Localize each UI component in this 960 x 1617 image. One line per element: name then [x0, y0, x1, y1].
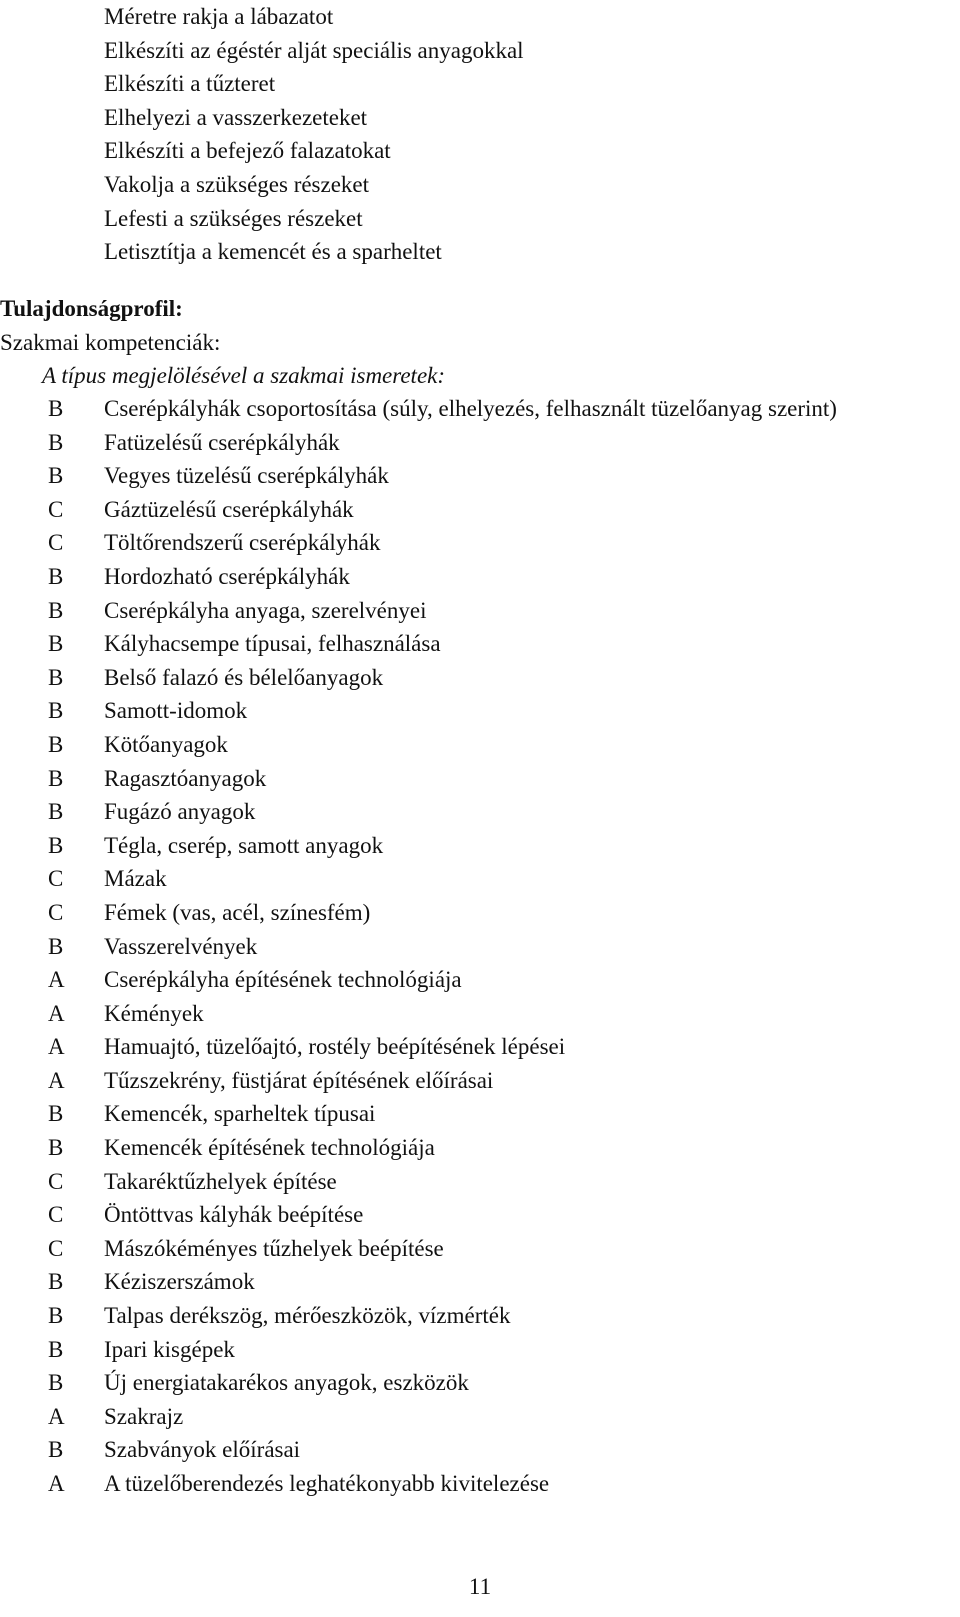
profile-title: Tulajdonságprofil:	[0, 296, 183, 321]
competency-level: B	[48, 396, 64, 421]
competency-text: Ipari kisgépek	[104, 1336, 235, 1362]
competency-level: B	[48, 631, 64, 657]
competency-level: A	[48, 1471, 65, 1496]
competency-level: B	[48, 1336, 64, 1362]
competency-level: A	[48, 967, 65, 993]
competency-level: B	[48, 664, 64, 690]
competency-text: Tégla, cserép, samott anyagok	[104, 832, 384, 858]
competency-level: B	[48, 765, 64, 791]
competency-level: B	[48, 1135, 64, 1161]
competency-level: B	[48, 429, 64, 455]
competency-text: Fémek (vas, acél, színesfém)	[104, 899, 371, 925]
competency-text: Fugázó anyagok	[104, 799, 256, 825]
competency-text: Új energiatakarékos anyagok, eszközök	[104, 1370, 469, 1396]
competency-text: Szabványok előírásai	[104, 1437, 301, 1463]
competency-text: Tűzszekrény, füstjárat építésének előírásai	[104, 1067, 494, 1093]
competency-level: B	[48, 731, 64, 757]
competency-level: C	[48, 1202, 64, 1228]
competency-level: A	[48, 1000, 65, 1026]
competency-text: Öntöttvas kályhák beépítése	[104, 1202, 364, 1228]
competency-level: B	[48, 832, 64, 858]
competency-text: Kályhacsempe típusai, felhasználása	[104, 631, 441, 657]
competency-level: A	[48, 1403, 65, 1429]
task-item: Letisztítja a kemencét és a sparheltet	[104, 239, 442, 265]
competency-level: B	[48, 1437, 64, 1463]
competency-level: B	[48, 799, 64, 825]
competency-text: Cserépkályhák csoportosítása (súly, elhelyezés, felhasznált tüzelőanyag szerint)	[104, 396, 837, 421]
competency-level: C	[48, 1235, 64, 1261]
competency-level: A	[48, 1034, 65, 1060]
competency-text: Vasszerelvények	[104, 933, 258, 959]
competency-text: Takaréktűzhelyek építése	[104, 1168, 337, 1194]
competency-text: Kémények	[104, 1000, 204, 1026]
section-heading: A típus megjelölésével a szakmai ismeretek:	[42, 363, 446, 388]
competency-text: A tüzelőberendezés leghatékonyabb kivitelezése	[104, 1471, 550, 1496]
competency-level: B	[48, 597, 64, 623]
competency-text: Samott-idomok	[104, 698, 248, 724]
task-item: Elkészíti az égéstér alját speciális anyagokkal	[104, 37, 524, 63]
competency-text: Mászókéményes tűzhelyek beépítése	[104, 1235, 444, 1261]
competency-level: B	[48, 563, 64, 589]
competency-level: B	[48, 698, 64, 724]
competency-level: C	[48, 496, 64, 522]
competency-level: B	[48, 1303, 64, 1329]
task-item: Elhelyezi a vasszerkezeteket	[104, 104, 368, 130]
task-item: Vakolja a szükséges részeket	[104, 171, 370, 197]
competency-level: A	[48, 1067, 65, 1093]
competency-level: B	[48, 463, 64, 489]
competency-text: Mázak	[104, 866, 167, 892]
competency-text: Ragasztóanyagok	[104, 765, 267, 791]
competency-level: C	[48, 899, 64, 925]
competency-text: Talpas derékszög, mérőeszközök, vízmérték	[104, 1303, 511, 1329]
competency-text: Töltőrendszerű cserépkályhák	[104, 530, 381, 556]
competency-text: Hordozható cserépkályhák	[104, 563, 350, 589]
competency-level: B	[48, 933, 64, 959]
page-number: 11	[468, 1574, 492, 1599]
competency-text: Gáztüzelésű cserépkályhák	[104, 496, 354, 522]
competency-text: Hamuajtó, tüzelőajtó, rostély beépítésének lépései	[104, 1034, 566, 1060]
competency-text: Kéziszerszámok	[104, 1269, 255, 1295]
task-item: Méretre rakja a lábazatot	[104, 4, 334, 29]
competency-level: C	[48, 530, 64, 556]
task-item: Lefesti a szükséges részeket	[104, 205, 363, 231]
competency-text: Cserépkályha anyaga, szerelvényei	[104, 597, 427, 623]
competency-text: Kemencék építésének technológiája	[104, 1135, 435, 1161]
competency-level: C	[48, 866, 64, 892]
competency-level: B	[48, 1101, 64, 1127]
task-list	[104, 0, 524, 269]
task-item: Elkészíti a befejező falazatokat	[104, 138, 391, 164]
task-item: Elkészíti a tűzteret	[104, 71, 276, 97]
competency-text: Szakrajz	[104, 1403, 184, 1429]
competency-text: Kötőanyagok	[104, 731, 228, 757]
competency-level: B	[48, 1370, 64, 1396]
competency-text: Cserépkályha építésének technológiája	[104, 967, 462, 993]
competency-text: Fatüzelésű cserépkályhák	[104, 429, 340, 455]
competency-level: B	[48, 1269, 64, 1295]
competency-text: Belső falazó és bélelőanyagok	[104, 664, 384, 690]
competency-level: C	[48, 1168, 64, 1194]
competency-text: Kemencék, sparheltek típusai	[104, 1101, 376, 1127]
competencies-subtitle: Szakmai kompetenciák:	[0, 330, 221, 355]
competency-text: Vegyes tüzelésű cserépkályhák	[104, 463, 389, 489]
